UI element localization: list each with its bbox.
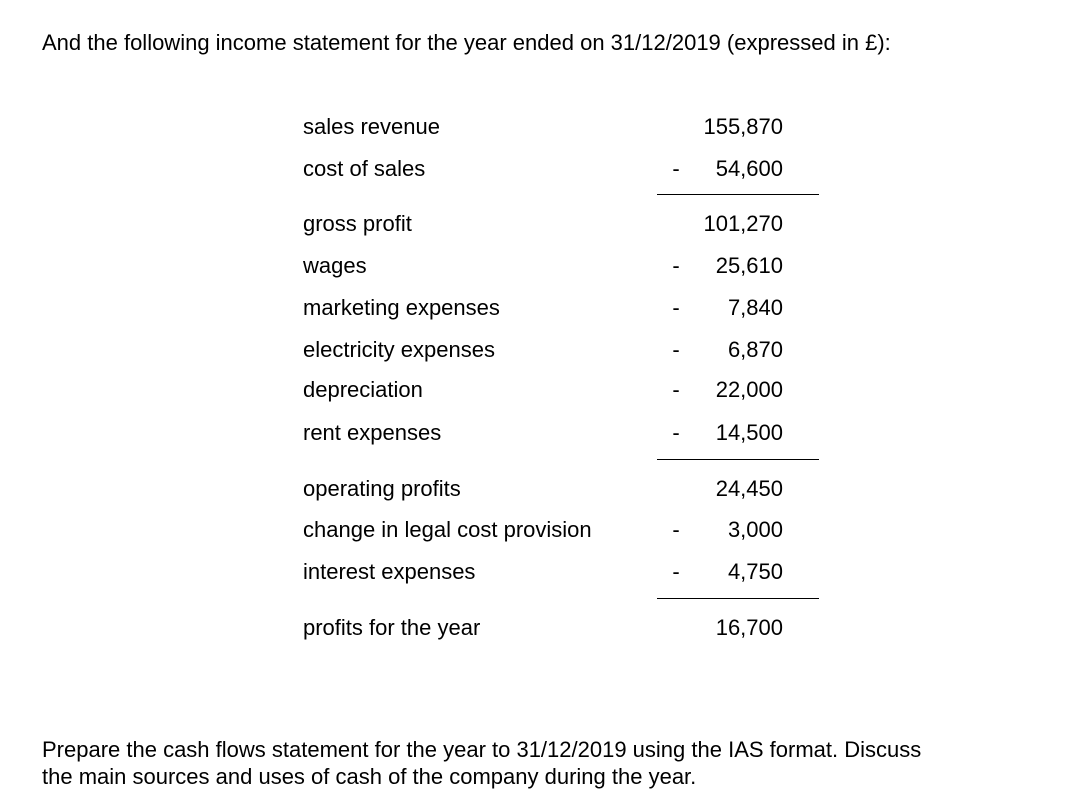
statement-row-depreciation xyxy=(303,376,823,404)
row-label: profits for the year xyxy=(303,615,481,640)
row-label: gross profit xyxy=(303,211,412,236)
row-label: wages xyxy=(303,253,367,278)
row-label: change in legal cost provision xyxy=(303,517,592,542)
row-sign: - xyxy=(672,517,680,542)
subtotal-rule xyxy=(657,598,819,599)
row-amount: 155,870 xyxy=(703,114,783,139)
row-sign: - xyxy=(672,559,680,584)
row-label: marketing expenses xyxy=(303,295,500,320)
instructions-line-2: the main sources and uses of cash of the company during the year. xyxy=(42,764,697,789)
row-amount: 3,000 xyxy=(727,517,783,542)
row-sign: - xyxy=(672,337,680,362)
statement-row-sales-revenue xyxy=(303,113,823,141)
row-sign: - xyxy=(672,420,680,445)
row-sign: - xyxy=(672,295,680,320)
row-sign: - xyxy=(672,377,680,402)
subtotal-rule xyxy=(657,459,819,460)
row-amount: 6,870 xyxy=(727,337,783,362)
statement-row-profits-for-year xyxy=(303,614,823,642)
row-amount: 7,840 xyxy=(727,295,783,320)
row-amount: 101,270 xyxy=(703,211,783,236)
row-sign: - xyxy=(672,253,680,278)
row-amount: 24,450 xyxy=(715,476,783,501)
subtotal-rule xyxy=(657,194,819,195)
statement-row-legal-cost-provision xyxy=(303,516,823,544)
row-amount: 16,700 xyxy=(715,615,783,640)
row-label: depreciation xyxy=(303,377,423,402)
statement-row-electricity-expenses xyxy=(303,336,823,364)
row-amount: 25,610 xyxy=(715,253,783,278)
intro-text: And the following income statement for the year ended on 31/12/2019 (expressed in £): xyxy=(42,30,891,55)
row-label: operating profits xyxy=(303,476,461,501)
row-label: interest expenses xyxy=(303,559,476,584)
statement-row-gross-profit xyxy=(303,210,823,238)
statement-row-cost-of-sales xyxy=(303,155,823,183)
row-sign: - xyxy=(672,156,680,181)
instructions-paragraph xyxy=(42,736,1082,790)
instructions-line-1: Prepare the cash flows statement for the year to 31/12/2019 using the IAS format. Discuss xyxy=(42,737,922,762)
statement-row-marketing-expenses xyxy=(303,294,823,322)
statement-row-rent-expenses xyxy=(303,419,823,447)
row-label: cost of sales xyxy=(303,156,426,181)
row-amount: 22,000 xyxy=(715,377,783,402)
row-amount: 4,750 xyxy=(727,559,783,584)
row-label: electricity expenses xyxy=(303,337,495,362)
row-amount: 14,500 xyxy=(715,420,783,445)
statement-row-operating-profits xyxy=(303,475,823,503)
statement-row-interest-expenses xyxy=(303,558,823,586)
row-amount: 54,600 xyxy=(715,156,783,181)
row-label: sales revenue xyxy=(303,114,440,139)
row-label: rent expenses xyxy=(303,420,442,445)
statement-row-wages xyxy=(303,252,823,280)
